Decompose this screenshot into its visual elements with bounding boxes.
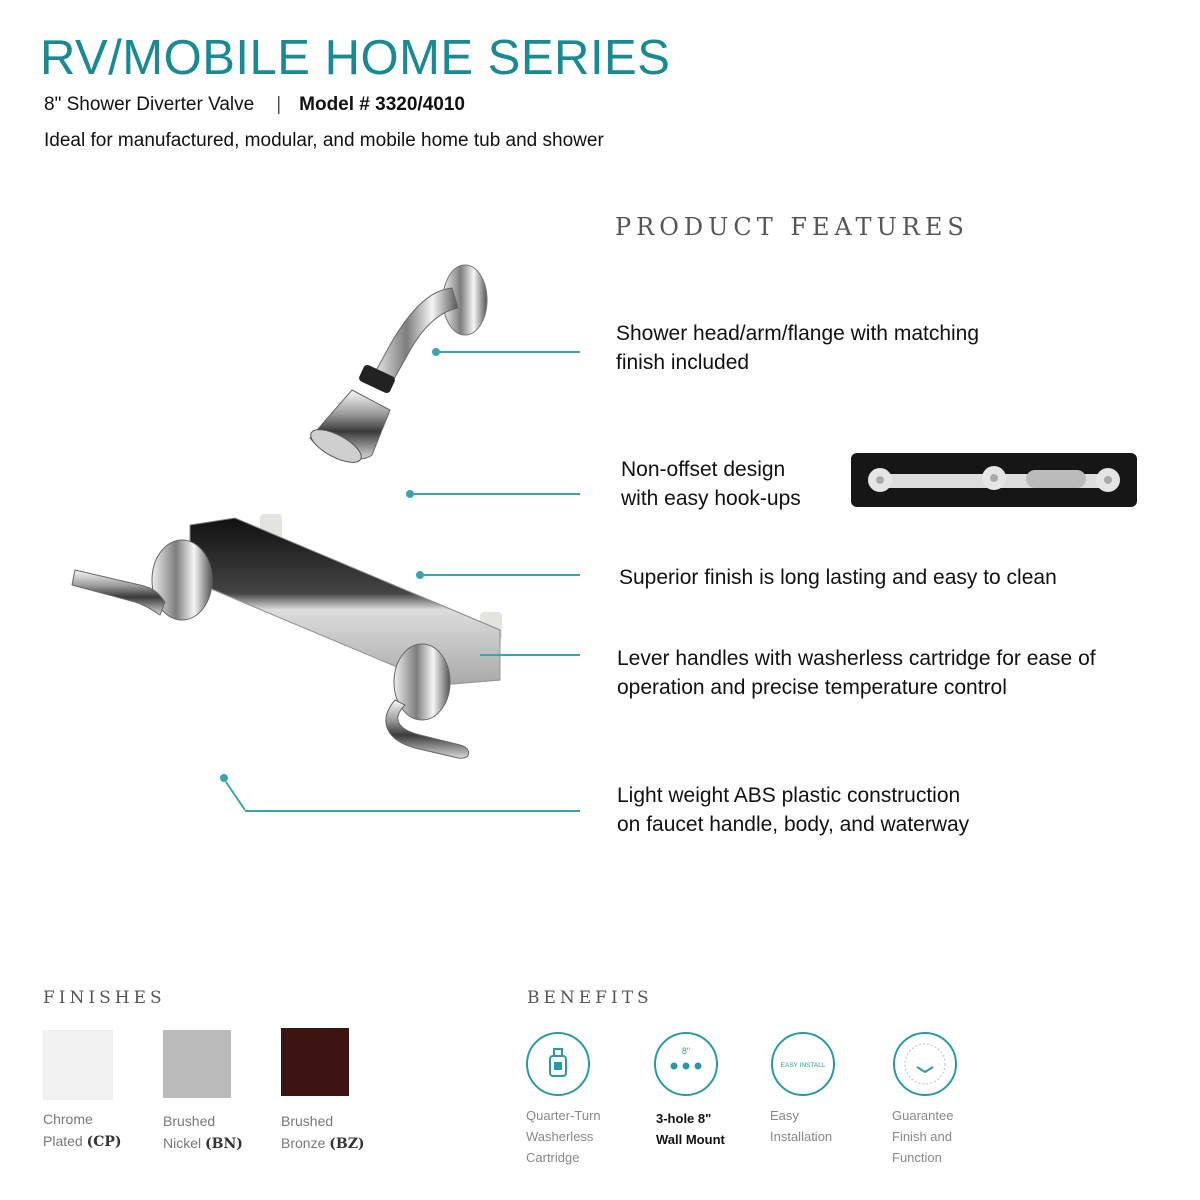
feature-line: on faucet handle, body, and waterway — [617, 813, 970, 836]
feature-line: Non-offset design — [621, 458, 786, 481]
finish-swatch-bronze — [281, 1028, 349, 1096]
features-heading: PRODUCT FEATURES — [615, 213, 969, 241]
title-separator: | — [276, 94, 282, 115]
feature-line: Light weight ABS plastic construction — [617, 784, 961, 807]
mounting-bar-image — [850, 452, 1138, 508]
feature-line: Superior finish is long lasting and easy to clean — [619, 566, 1057, 589]
finish-line: Chrome — [43, 1111, 93, 1127]
product-illustration — [60, 250, 600, 850]
icon-text: EASY INSTALL — [780, 1062, 826, 1069]
benefits-heading: BENEFITS — [527, 988, 653, 1008]
cartridge-icon — [526, 1032, 590, 1096]
finish-swatch-nickel — [163, 1030, 231, 1098]
feature-abs-construction — [617, 781, 969, 839]
benefit-label-easy-install — [770, 1105, 832, 1147]
feature-line: operation and precise temperature control — [617, 676, 1007, 699]
finish-swatch-chrome — [43, 1030, 113, 1100]
page-title: RV/MOBILE HOME SERIES — [40, 31, 671, 85]
faucet-valve-image — [72, 514, 502, 758]
feature-non-offset — [621, 455, 801, 513]
benefit-line: 3-hole 8" — [656, 1111, 712, 1126]
product-tagline: Ideal for manufactured, modular, and mobile home tub and shower — [44, 130, 604, 151]
benefit-line: Cartridge — [526, 1150, 580, 1165]
icon-text: 8" — [681, 1046, 691, 1056]
feature-line: with easy hook-ups — [621, 487, 801, 510]
benefit-line: Wall Mount — [656, 1132, 725, 1147]
benefit-label-cartridge — [526, 1105, 601, 1168]
finish-code: (BN) — [205, 1136, 243, 1152]
benefit-label-guarantee — [892, 1105, 953, 1168]
easy-install-icon — [771, 1032, 835, 1096]
feature-finish — [619, 563, 1057, 592]
finish-line: Nickel — [163, 1135, 202, 1151]
product-name: 8" Shower Diverter Valve — [44, 94, 255, 115]
finish-label-bronze — [281, 1110, 365, 1155]
finish-line: Brushed — [281, 1113, 334, 1129]
feature-line: Lever handles with washerless cartridge for ease of — [617, 647, 1096, 670]
benefit-line: Quarter-Turn — [526, 1108, 601, 1123]
model-number: Model # 3320/4010 — [299, 94, 465, 115]
finish-label-chrome — [43, 1108, 122, 1153]
feature-line: Shower head/arm/flange with matching — [616, 322, 980, 345]
finish-line: Brushed — [163, 1113, 216, 1129]
finish-code: (CP) — [86, 1134, 122, 1150]
benefit-line: Washerless — [526, 1129, 594, 1144]
guarantee-icon — [893, 1032, 957, 1096]
finish-line: Bronze — [281, 1135, 326, 1151]
shower-head-image — [306, 265, 487, 469]
benefit-line: Function — [892, 1150, 942, 1165]
product-subtitle — [44, 94, 465, 116]
feature-line: finish included — [616, 351, 750, 374]
benefit-line: Installation — [770, 1129, 833, 1144]
benefit-label-wall-mount — [656, 1108, 725, 1150]
benefit-line: Guarantee — [892, 1108, 954, 1123]
feature-shower-head — [616, 319, 979, 377]
finish-code: (BZ) — [329, 1136, 365, 1152]
feature-lever-handles — [617, 644, 1096, 702]
three-hole-icon — [654, 1032, 718, 1096]
benefit-line: Easy — [770, 1108, 799, 1123]
finish-line: Plated — [43, 1133, 83, 1149]
benefit-line: Finish and — [892, 1129, 952, 1144]
finishes-heading: FINISHES — [43, 988, 166, 1008]
finish-label-nickel — [163, 1110, 243, 1155]
